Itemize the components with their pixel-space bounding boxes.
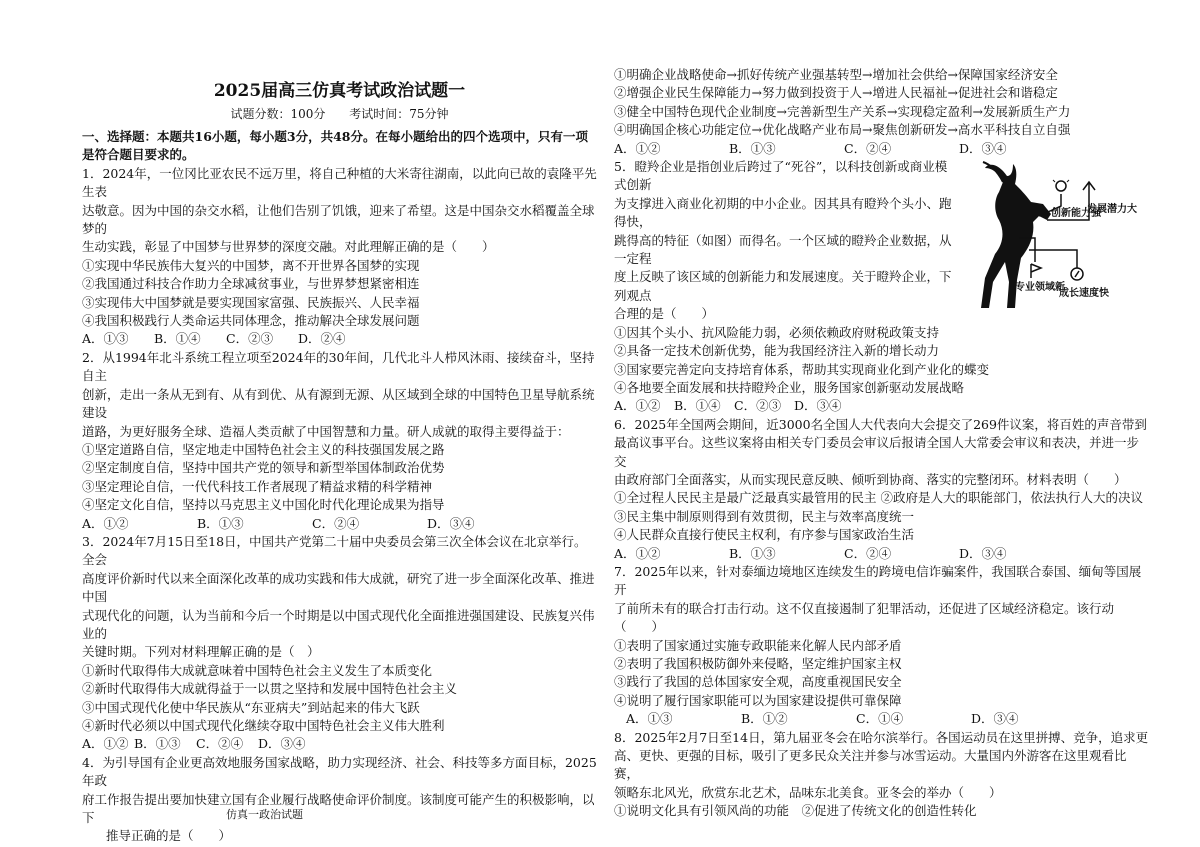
q7-item: ③践行了我国的总体国家安全观，高度重视国民安全 bbox=[614, 674, 902, 690]
q8-item: ①说明文化具有引领风尚的功能 ②促进了传统文化的创造性转化 bbox=[614, 803, 977, 819]
question-5 bbox=[614, 158, 1149, 416]
question-3 bbox=[82, 533, 597, 754]
option-c: C．②③ bbox=[226, 331, 274, 347]
exam-meta bbox=[82, 105, 597, 122]
q4-stem: 府工作报告提出要加快建立国有企业履行战略使命评价制度。该制度可能产生的积极影响，以下 bbox=[82, 791, 595, 826]
option-a: A．①② bbox=[614, 398, 661, 414]
q1-item: ④我国积极践行人类命运共同体理念，推动解决全球发展问题 bbox=[82, 313, 420, 329]
option-b: B．①③ bbox=[197, 515, 244, 531]
q7-item: ④说明了履行国家职能可以为国家建设提供可靠保障 bbox=[614, 692, 902, 708]
label-growth: 成长速度快 bbox=[1059, 288, 1109, 300]
q5-item: ②具备一定技术创新优势，能为我国经济注入新的增长动力 bbox=[614, 343, 940, 359]
q5-stem: 5．瞪羚企业是指创业后跨过了“死谷”，以科技创新或商业模式创新 bbox=[614, 159, 948, 193]
option-c: C．②④ bbox=[844, 545, 892, 561]
q4-item: ③健全中国特色现代企业制度→完善新型生产关系→实现稳定盈利→发展新质生产力 bbox=[614, 103, 1071, 119]
q6-item: ④人民群众直接行使民主权利，有序参与国家政治生活 bbox=[614, 527, 915, 543]
q1-options bbox=[82, 330, 597, 348]
q3-stem: 3．2024年7月15日至18日，中国共产党第二十届中央委员会第三次全体会议在北京举行。全会 bbox=[82, 533, 587, 568]
option-c: C．②④ bbox=[844, 140, 892, 156]
option-b: B．①② bbox=[741, 711, 788, 727]
q3-item: ②新时代取得伟大成就得益于一以贯之坚持和发展中国特色社会主义 bbox=[82, 681, 458, 697]
option-b: B．①③ bbox=[729, 140, 776, 156]
option-c: C．①④ bbox=[856, 711, 904, 727]
option-d: D．③④ bbox=[794, 398, 842, 414]
q1-item: ②我国通过科技合作助力全球减贫事业，与世界梦想紧密相连 bbox=[82, 276, 420, 292]
q8-stem: 8．2025年2月7日至14日，第九届亚冬会在哈尔滨举行。各国运动员在这里拼搏、竞争，追求更 bbox=[614, 729, 1149, 745]
question-8 bbox=[614, 729, 1149, 821]
q1-stem: 生动实践，彰显了中国梦与世界梦的深度交融。对此理解正确的是（ ） bbox=[82, 239, 495, 255]
q2-stem: 2．从1994年北斗系统工程立项至2024年的30年间，几代北斗人栉风沐雨、接续奋斗，坚持自主 bbox=[82, 349, 595, 384]
q2-item: ③坚定理论自信，一代代科技工作者展现了精益求精的科学精神 bbox=[82, 478, 433, 494]
question-1 bbox=[82, 165, 597, 349]
q3-options bbox=[82, 735, 597, 753]
option-a: A．①② bbox=[614, 140, 661, 156]
q7-item: ②表明了我国积极防御外来侵略，坚定维护国家主权 bbox=[614, 656, 902, 671]
growth-arrow-icon bbox=[1083, 182, 1095, 198]
q5-options bbox=[614, 397, 1149, 415]
q1-item: ①实现中华民族伟大复兴的中国梦，离不开世界各国梦的实现 bbox=[82, 257, 420, 273]
q5-stem: 跳得高的特征（如图）而得名。一个区域的瞪羚企业数据，从一定程 bbox=[614, 232, 952, 267]
q5-stem: 度上反映了该区域的创新能力和发展速度。关于瞪羚企业，下列观点 bbox=[614, 269, 952, 303]
q5-stem: 为支撑进入商业化初期的中小企业。因其具有瞪羚个头小、跑得快， bbox=[614, 195, 952, 230]
q1-stem: 1．2024年，一位冈比亚农民不远万里，将自己种植的大米寄往湖南，以此向已故的袁隆平先生表 bbox=[82, 165, 597, 200]
option-c: C．②④ bbox=[312, 515, 360, 531]
q6-item: ①全过程人民民主是最广泛最真实最管用的民主 ②政府是人大的职能部门，依法执行人大的决议 bbox=[614, 490, 1143, 506]
q6-stem: 最高议事平台。这些议案将由相关专门委员会审议后报请全国人大常委会审议和表决，并进一步交 bbox=[614, 435, 1140, 469]
q2-options bbox=[82, 515, 597, 533]
gazelle-figure bbox=[959, 158, 1149, 318]
option-a: A．①② bbox=[82, 515, 129, 531]
q3-item: ④新时代必须以中国式现代化继续夺取中国特色社会主义伟大胜利 bbox=[82, 718, 445, 733]
option-b: B．①④ bbox=[674, 398, 721, 414]
lightbulb-icon bbox=[1053, 180, 1069, 191]
exam-title: 2025届高三仿真考试政治试题一 bbox=[213, 81, 466, 101]
q7-stem: 7．2025年以来，针对泰缅边境地区连续发生的跨境电信诈骗案件，我国联合泰国、缅甸等国展开 bbox=[614, 563, 1142, 598]
option-b: B．①③ bbox=[729, 545, 776, 561]
q2-item: ④坚定文化自信，坚持以马克思主义中国化时代化理论成果为指导 bbox=[82, 497, 445, 513]
q7-stem: 了前所未有的联合打击行动。这不仅直接遏制了犯罪活动，还促进了区域经济稳定。该行动（ ） bbox=[614, 600, 1115, 635]
q5-text bbox=[614, 158, 959, 324]
rocket-icon bbox=[1071, 268, 1083, 280]
option-d: D．③④ bbox=[258, 736, 306, 752]
q6-item: ③民主集中制原则得到有效贯彻，民主与效率高度统一 bbox=[614, 508, 915, 524]
option-a: A．①③ bbox=[626, 711, 673, 727]
question-2 bbox=[82, 349, 597, 533]
option-c: C．②③ bbox=[734, 398, 782, 414]
option-d: D．②④ bbox=[298, 331, 346, 347]
option-a: A．①② bbox=[614, 545, 661, 561]
option-d: D．③④ bbox=[427, 515, 475, 531]
q7-item: ①表明了国家通过实施专政职能来化解人民内部矛盾 bbox=[614, 637, 902, 653]
q1-stem: 达敬意。因为中国的杂交水稻，让他们告别了饥饿，迎来了希望。这是中国杂交水稻覆盖全球梦的 bbox=[82, 202, 595, 237]
option-d: D．③④ bbox=[959, 140, 1007, 156]
q8-stem: 领略东北风光，欣赏东北艺术，品味东北美食。亚冬会的举办（ ） bbox=[614, 784, 1002, 800]
q4-item: ②增强企业民生保障能力→努力做到投资于人→增进人民福祉→促进社会和谐稳定 bbox=[614, 85, 1058, 101]
question-4 bbox=[82, 754, 597, 846]
q2-item: ②坚定制度自信，坚持中国共产党的领导和新型举国体制政治优势 bbox=[82, 460, 445, 476]
q1-item: ③实现伟大中国梦就是要实现国家富强、民族振兴、人民幸福 bbox=[82, 294, 420, 310]
q3-item: ①新时代取得伟大成就意味着中国特色社会主义发生了本质变化 bbox=[82, 662, 433, 678]
q2-stem: 道路，为更好服务全球、造福人类贡献了中国智慧和力量。研人成就的取得主要得益于： bbox=[82, 423, 570, 439]
q5-item: ④各地要全面发展和扶持瞪羚企业，服务国家创新驱动发展战略 bbox=[614, 379, 965, 395]
q2-item: ①坚定道路自信，坚定地走中国特色社会主义的科技强国发展之路 bbox=[82, 441, 445, 457]
q6-stem: 由政府部门全面落实，从而实现民意反映、倾听到协商、落实的完整闭环。材料表明（ ） bbox=[614, 471, 1127, 487]
q3-item: ③中国式现代化使中华民族从“东亚病夫”到站起来的伟大飞跃 bbox=[82, 699, 420, 715]
score-info: 试题分数：100分 bbox=[230, 107, 326, 121]
q6-stem: 6．2025年全国两会期间，近3000名全国人大代表向大会提交了269件议案，将百姓的声音带到 bbox=[614, 416, 1147, 432]
label-specialized: 专业领域新 bbox=[1015, 282, 1065, 294]
q4-item: ④明确国企核心功能定位→优化战略产业布局→聚焦创新研发→高水平科技自立自强 bbox=[614, 122, 1071, 138]
option-c: C．②④ bbox=[196, 736, 244, 752]
q4-stem: 推导正确的是（ ） bbox=[106, 828, 232, 844]
q7-options bbox=[614, 710, 1149, 728]
page-footer: 仿真一政治试题 bbox=[226, 808, 303, 821]
option-d: D．③④ bbox=[971, 711, 1019, 727]
q4-stem: 4．为引导国有企业更高效地服务国家战略，助力实现经济、社会、科技等多方面目标，2025年政 bbox=[82, 754, 597, 789]
q5-item: ①因其个头小、抗风险能力弱，必须依赖政府财税政策支持 bbox=[614, 324, 940, 340]
flag-icon bbox=[1031, 264, 1041, 278]
question-6 bbox=[614, 416, 1149, 563]
option-a: A．①② bbox=[82, 736, 129, 752]
label-innovation: 创新能力强 bbox=[1051, 208, 1101, 220]
question-4-continued bbox=[614, 66, 1149, 158]
q5-stem: 合理的是（ ） bbox=[614, 306, 715, 322]
q4-options bbox=[614, 140, 1149, 158]
q3-stem: 高度评价新时代以来全面深化改革的成功实践和伟大成就，研究了进一步全面深化改革、推进中国 bbox=[82, 570, 595, 605]
right-column bbox=[614, 66, 1149, 821]
question-7 bbox=[614, 563, 1149, 729]
q8-stem: 高、更快、更强的目标，吸引了更多民众关注并参与冰雪运动。大量国内外游客在这里观看比赛， bbox=[614, 748, 1127, 782]
section-heading: 一、选择题：本题共16小题，每小题3分，共48分。在每小题给出的四个选项中，只有一项是符合题目要求的。 bbox=[82, 129, 588, 163]
option-d: D．③④ bbox=[959, 545, 1007, 561]
q3-stem: 式现代化的问题，认为当前和今后一个时期是以中国式现代化全面推进强国建设、民族复兴伟业的 bbox=[82, 607, 595, 641]
left-column bbox=[82, 64, 597, 846]
q6-options bbox=[614, 545, 1149, 563]
label-potential: 发展潜力大 bbox=[1087, 204, 1137, 216]
option-a: A．①③ bbox=[82, 331, 129, 347]
q5-item: ③国家要完善定向支持培育体系，帮助其实现商业化到产业化的蝶变 bbox=[614, 361, 990, 377]
q2-stem: 创新，走出一条从无到有、从有到优、从有源到无源、从区域到全球的中国特色卫星导航系统建设 bbox=[82, 386, 595, 421]
option-b: B．①③ bbox=[134, 736, 181, 752]
time-info: 考试时间：75分钟 bbox=[349, 107, 449, 121]
q4-item: ①明确企业战略使命→抓好传统产业强基转型→增加社会供给→保障国家经济安全 bbox=[614, 67, 1058, 82]
q3-stem: 关键时期。下列对材料理解正确的是（ ） bbox=[82, 644, 320, 660]
option-b: B．①④ bbox=[154, 331, 201, 347]
